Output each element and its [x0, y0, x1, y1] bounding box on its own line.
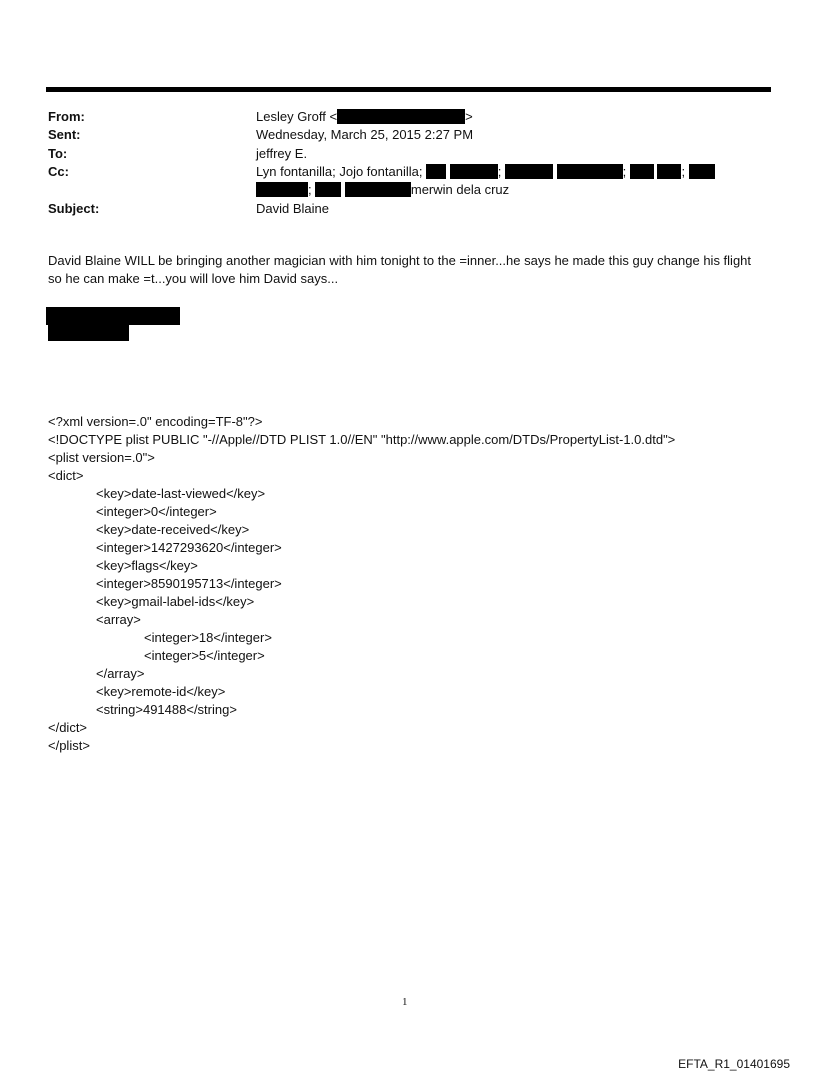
cc-separator: ;	[681, 164, 686, 179]
cc-names: Lyn fontanilla; Jojo fontanilla;	[256, 164, 423, 179]
plist-line: <integer>8590195713</integer>	[96, 576, 282, 591]
plist-line: <key>flags</key>	[96, 558, 198, 573]
to-value: jeffrey E.	[256, 146, 308, 161]
from-name: Lesley Groff <	[256, 109, 338, 124]
redaction-block	[48, 325, 129, 341]
plist-line: <integer>18</integer>	[144, 630, 272, 645]
redaction-block	[426, 164, 446, 179]
redaction-block	[337, 109, 465, 124]
redaction-block	[315, 182, 341, 197]
cc-value-line2	[256, 181, 509, 198]
redaction-block	[46, 307, 180, 325]
redaction-block	[345, 182, 411, 197]
subject-label: Subject:	[48, 201, 100, 216]
redaction-block	[689, 164, 715, 179]
plist-line: <integer>0</integer>	[96, 504, 217, 519]
plist-line: <integer>1427293620</integer>	[96, 540, 282, 555]
header-rule	[46, 87, 771, 92]
redaction-block	[450, 164, 498, 179]
email-body: David Blaine WILL be bringing another magician with him tonight to the =inner...he says he made this guy change his flight so he can make =t...you will love him David says...	[48, 253, 752, 286]
cc-value-line1	[256, 163, 715, 180]
from-label: From:	[48, 109, 85, 124]
plist-line: <integer>5</integer>	[144, 648, 265, 663]
redaction-block	[505, 164, 553, 179]
plist-line: <?xml version=.0" encoding=TF-8"?>	[48, 414, 263, 429]
cc-tail: merwin dela cruz	[410, 182, 510, 197]
plist-line: </dict>	[48, 720, 88, 735]
plist-line: <key>date-received</key>	[96, 522, 250, 537]
plist-line: </array>	[96, 666, 145, 681]
cc-separator: ;	[308, 182, 312, 197]
plist-line: <string>491488</string>	[96, 702, 237, 717]
sent-value: Wednesday, March 25, 2015 2:27 PM	[256, 127, 474, 142]
plist-line: <key>remote-id</key>	[96, 684, 226, 699]
from-value	[256, 108, 473, 125]
plist-line: <dict>	[48, 468, 84, 483]
plist-line: <key>date-last-viewed</key>	[96, 486, 266, 501]
plist-xml	[48, 413, 675, 755]
subject-value: David Blaine	[256, 201, 329, 216]
cc-separator: ;	[497, 164, 502, 179]
plist-line: <plist version=.0">	[48, 450, 155, 465]
document-id: EFTA_R1_01401695	[678, 1057, 790, 1071]
plist-line: <!DOCTYPE plist PUBLIC "-//Apple//DTD PLIST 1.0//EN" "http://www.apple.com/DTDs/PropertyList-1.0.dtd">	[48, 432, 676, 447]
plist-line: </plist>	[48, 738, 90, 753]
redaction-block	[630, 164, 654, 179]
plist-line: <key>gmail-label-ids</key>	[96, 594, 255, 609]
to-label: To:	[48, 146, 68, 161]
redaction-block	[557, 164, 623, 179]
plist-line: <array>	[96, 612, 141, 627]
page-number: 1	[402, 996, 408, 1008]
redaction-block	[657, 164, 681, 179]
from-close: >	[465, 109, 473, 124]
cc-separator: ;	[622, 164, 627, 179]
redaction-block	[256, 182, 308, 197]
cc-label: Cc:	[48, 164, 69, 179]
sent-label: Sent:	[48, 127, 81, 142]
